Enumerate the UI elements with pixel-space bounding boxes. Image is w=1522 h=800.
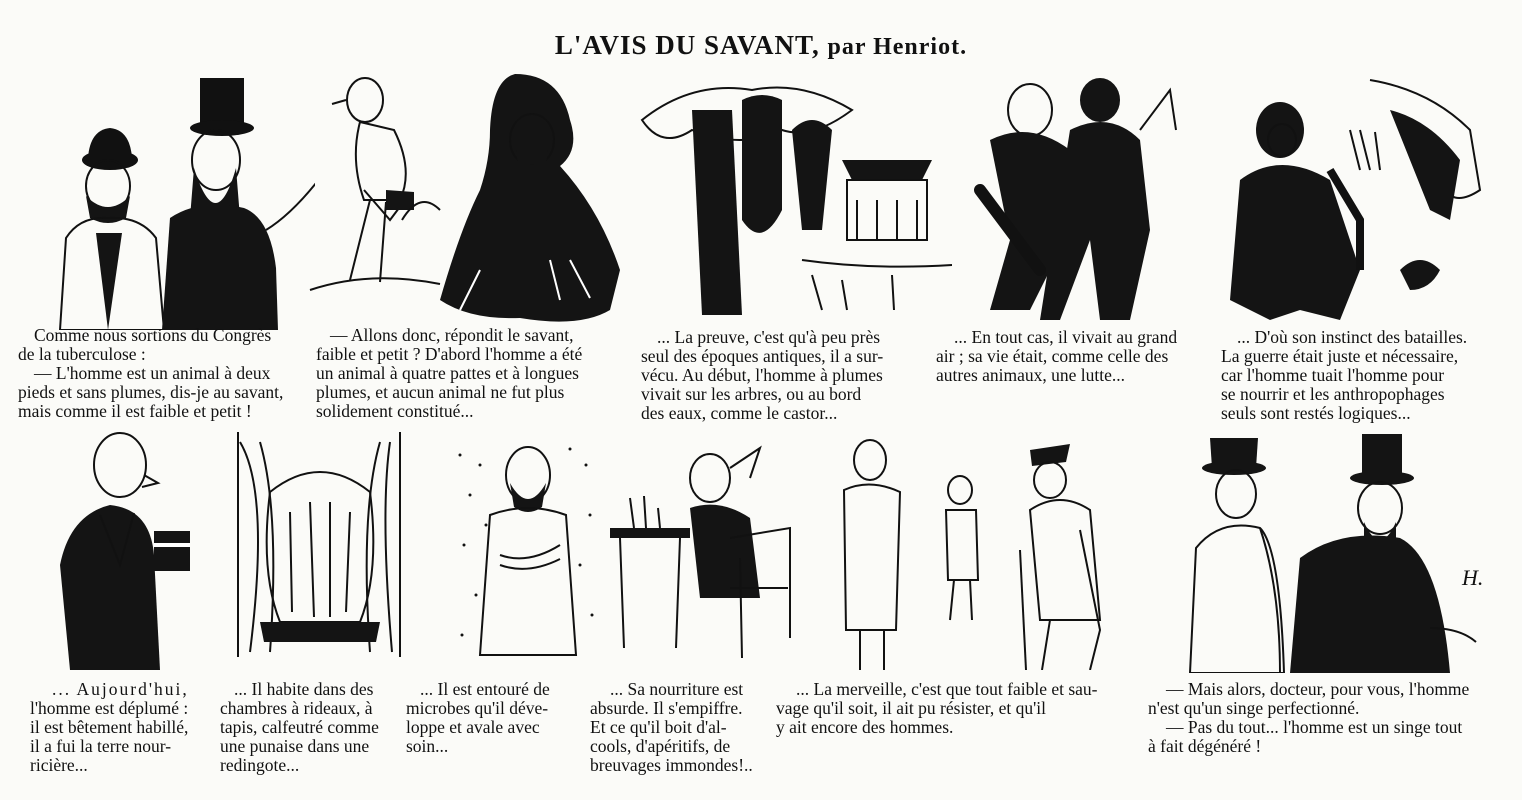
caption-line: tapis, calfeutré comme (220, 717, 379, 737)
caption-line: — L'homme est un animal à deux (34, 363, 271, 383)
panel-10-illustration (610, 438, 800, 668)
panel-7-illustration (50, 425, 200, 670)
caption-line: — Mais alors, docteur, pour vous, l'homme (1166, 679, 1470, 699)
caption-panel-9 (406, 680, 586, 756)
caption-line: seuls sont restés logiques... (1221, 403, 1411, 423)
caption-line: seul des époques antiques, il a sur- (641, 346, 884, 366)
caption-panel-2 (316, 326, 616, 421)
doctor-and-gentleman-drawing (1180, 428, 1480, 673)
caption-line: microbes qu'il déve- (406, 698, 549, 718)
caption-line: n'est qu'un singe perfectionné. (1148, 698, 1360, 718)
two-fighters-drawing (960, 70, 1200, 325)
caption-line: loppe et avale avec (406, 717, 540, 737)
caption-line: une punaise dans une (220, 736, 370, 756)
caption-line: se nourrir et les anthropophages (1221, 384, 1445, 404)
caption-line: il a fui la terre nour- (30, 736, 172, 756)
man-with-microbes-drawing (450, 435, 600, 660)
caption-panel-12 (1148, 680, 1512, 756)
caption-line: vage qu'il soit, il ait pu résister, et qu'il (776, 698, 1047, 718)
caption-line: cools, d'apéritifs, de (590, 736, 731, 756)
caption-line: car l'homme tuait l'homme pour (1221, 365, 1445, 385)
caption-line: — Pas du tout... l'homme est un singe tout (1166, 717, 1463, 737)
caption-line: vécu. Au début, l'homme à plumes (641, 365, 883, 385)
two-gentlemen-drawing (30, 68, 315, 330)
cannibal-drawing (1210, 70, 1500, 328)
panel-11-illustration (830, 430, 1130, 670)
panel-9-illustration (450, 435, 600, 660)
signature: H. (1462, 565, 1484, 590)
caption-line: mais comme il est faible et petit ! (18, 401, 252, 421)
caption-line: La guerre était juste et nécessaire, (1221, 346, 1459, 366)
caption-panel-8 (220, 680, 400, 775)
caption-line: redingote... (220, 755, 300, 775)
panel-8-illustration (230, 432, 405, 657)
caption-line: ... Sa nourriture est (610, 679, 744, 699)
caption-line: y ait encore des hommes. (776, 717, 954, 737)
title-main: L'AVIS DU SAVANT, (554, 30, 820, 60)
caption-line: autres animaux, une lutte... (936, 365, 1126, 385)
caption-line: soin... (406, 736, 449, 756)
panel-1-illustration (30, 68, 315, 330)
caption-line: breuvages immondes!.. (590, 755, 753, 775)
caption-panel-4 (936, 328, 1210, 385)
caption-line: ... Aujourd'hui, (52, 679, 189, 699)
caption-panel-3 (641, 328, 926, 423)
caption-line: plumes, et aucun animal ne fut plus (316, 382, 565, 402)
panel-6-illustration (1210, 70, 1500, 328)
panel-4-illustration (632, 70, 952, 315)
caption-line: Comme nous sortions du Congrès (34, 325, 272, 345)
caption-line: il est bêtement habillé, (30, 717, 189, 737)
caption-panel-11 (776, 680, 1146, 737)
caption-line: ... Il est entouré de (420, 679, 550, 699)
caption-panel-7 (30, 680, 218, 775)
caption-line: faible et petit ? D'abord l'homme a été (316, 344, 583, 364)
caption-line: pieds et sans plumes, dis-je au savant, (18, 382, 284, 402)
caption-line: Et ce qu'il boit d'al- (590, 717, 727, 737)
caption-line: ... Il habite dans des (234, 679, 374, 699)
caption-panel-5 (1221, 328, 1497, 423)
caption-panel-10 (590, 680, 782, 775)
caption-line: de la tuberculose : (18, 344, 146, 364)
caption-line: ... La merveille, c'est que tout faible et sau- (796, 679, 1098, 699)
caption-line: air ; sa vie était, comme celle des (936, 346, 1169, 366)
bald-man-with-hat-drawing (50, 425, 200, 670)
caption-line: chambres à rideaux, à (220, 698, 373, 718)
caption-line: — Allons donc, répondit le savant, (330, 325, 574, 345)
caption-line: ricière... (30, 755, 88, 775)
hairy-ape-man-drawing (420, 70, 635, 328)
caption-line: ... En tout cas, il vivait au grand (954, 327, 1178, 347)
tree-dweller-drawing (632, 70, 952, 315)
caption-line: solidement constitué... (316, 401, 474, 421)
cartoon-title (0, 30, 1522, 61)
panel-5-illustration (960, 70, 1200, 325)
caption-line: ... D'où son instinct des batailles. (1237, 327, 1468, 347)
caption-panel-1 (18, 326, 308, 421)
caption-line: un animal à quatre pattes et à longues (316, 363, 579, 383)
caption-line: ... La preuve, c'est qu'à peu près (657, 327, 881, 347)
curtained-room-drawing (230, 432, 405, 657)
caption-line: absurde. Il s'empiffre. (590, 698, 743, 718)
frail-men-drawing (830, 430, 1130, 670)
caption-line: l'homme est déplumé : (30, 698, 189, 718)
caption-line: à fait dégénéré ! (1148, 736, 1262, 756)
title-author: par Henriot. (827, 34, 968, 60)
panel-12-illustration (1180, 428, 1480, 673)
caption-line: vivait sur les arbres, ou au bord (641, 384, 862, 404)
glutton-at-table-drawing (610, 438, 800, 668)
panel-3-illustration (420, 70, 635, 328)
caption-line: des eaux, comme le castor... (641, 403, 838, 423)
